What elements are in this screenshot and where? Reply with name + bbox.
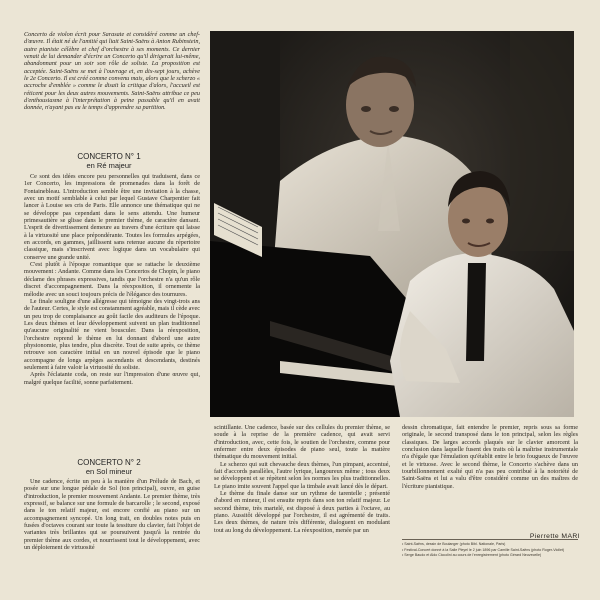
- concerto-1-title: CONCERTO N° 1: [77, 152, 141, 161]
- recording-session-photo: [210, 31, 574, 417]
- right-column-text: dessin chromatique, fait entendre le premier, repris sous sa forme originale, le second transposé dans le ton principal, selon les règles classiques. De larges accords plaqués sur le clavier amorcent la conclusion dans laquelle fusent des traits où la maîtrise instrumentale n'a d'égale que l'émulation qu'établit entre le brio fougueux de l'œuvre et le virtuose. Avec le second thème, le Concerto s'achève dans un tourbillonnement exalté qui n'a pas peu contribué à la notoriété de Saint-Saëns et lui a valu d'être considéré comme un des maîtres de l'écriture pianistique.: [402, 424, 578, 490]
- author-signature: Pierrette MARI: [529, 533, 580, 540]
- concerto-1-paragraph: C'est plutôt à l'époque romantique que se rattache le deuxième mouvement : Andante. Comme dans les Concertos de Chopin, le piano déclame des phrases expressives, tandis que l'orchestre n'a qu'un rôle discret d'accompagnement. Dans la réexposition, il ornemente la mélodie avec un souci toujours précis de l'élégance des tournures.: [24, 261, 200, 298]
- photo-credit: • Festival-Concert donné à la Salle Pleyel le 2 juin 1896 par Camille Saint-Saëns (photo Roger-Viollet): [402, 547, 565, 552]
- middle-paragraph: Le scherzo qui suit chevauche deux thèmes, l'un pimpant, accentué, fait d'accords parallèles, l'autre lyrique, langoureux même ; tous deux se développent et se répètent selon les normes les plus traditionnelles. Le piano imite souvent l'appel que la timbale avait lancé dès le départ.: [214, 460, 390, 490]
- photo-illustration: [210, 31, 574, 417]
- middle-paragraph: scintillante. Une cadence, basée sur des cellules du premier thème, se soude à la reprise de la première cadence, qui avait servi d'introduction, avec, cette fois, le soutien de l'orchestre, comme pour enfermer entre deux épisodes de piano seul, toute la matière thématique du mouvement initial.: [214, 424, 390, 461]
- concerto-2-body: [24, 478, 200, 551]
- concerto-2-key: en Sol mineur: [85, 467, 133, 476]
- middle-column-text: [214, 424, 390, 534]
- concerto-2-paragraph: Une cadence, écrite un peu à la manière d'un Prélude de Bach, et posée sur une longue pédale de Sol (ton principal), ouvre, en guise d'introduction, le premier mouvement Andante. Le premier thème, très expressif, se balance sur une formule de barcarolle ; le second, exposé dans le ton relatif majeur, est encore confié au piano sur un accompagnement syncopé. Un long trait, en doubles notes puis en fusées d'octaves courant sur toute la tessiture du clavier, fait l'objet de variantes très brillantes qui se poursuivent jusqu'à la rentrée du premier thème aux cordes, et nourrissent tout le développement, avec un déploiement de virtuosité: [24, 478, 200, 552]
- middle-paragraph: Le thème du finale danse sur un rythme de tarentelle ; présenté d'abord en mineur, il est ensuite repris dans son ton relatif majeur. Le second thème, très martelé, est disposé à deux parties à l'octave, au piano. Aussitôt développé par l'orchestre, il est agrémenté de traits. Les deux thèmes, de nature très différente, dialoguent en modulant tout au long du développement. La réexposition, menée par un: [214, 490, 390, 534]
- credits-divider: [402, 539, 578, 540]
- concerto-2-title: CONCERTO N° 2: [77, 458, 141, 467]
- concerto-1-body: [24, 173, 200, 386]
- photo-credits: [402, 542, 578, 559]
- photo-credit: • Serge Baudo et Aldo Ciccolini au cours de l'enregistrement (photo Gérard Neuvecelle): [402, 553, 542, 558]
- photo-credit: • Saint-Saëns, dessin de Boulanger (photo Bibl. Nationale, Paris): [402, 542, 506, 546]
- concerto-2-heading: [14, 458, 204, 476]
- concerto-1-heading: [14, 152, 204, 170]
- concerto-1-paragraph: Ce sont des idées encore peu personnelles qui traduisent, dans ce 1er Concerto, les impressions de promenades dans la forêt de Fontainebleau. L'introduction semble être une invitation à la chasse, avec un motif semblable à celui par lequel Gustave Charpentier fait lancer à Louise ses cris de Paris. Elle annonce une thématique qui ne se développe pas cependant dans le sens attendu. Une humeur primesautière se glisse dans le premier thème, de caractère dansant. L'esprit de divertissement demeure au travers d'une écriture qui laisse à la virtuosité une place prépondérante. Toutes les formules arpégées, en accords, en gammes, jaillissent sans retenue aucune du répertoire classique, mais s'inscrivent avec logique dans un vocabulaire qui conserve une grande unité.: [24, 173, 200, 261]
- concerto-1-paragraph: Après l'éclatante coda, on reste sur l'impression d'une œuvre qui, malgré quelque facilité, sonne parfaitement.: [24, 371, 200, 386]
- intro-paragraph: Concerto de violon écrit pour Sarasate et considéré comme un chef-d'œuvre. Il était né de l'amitié qui liait Saint-Saëns à Anton Rubinstein, autre pianiste célèbre et chef d'orchestre à ses moments. Ce dernier venait de lui demander d'écrire un Concerto qu'il dirigerait lui-même, abandonnant pour un soir son rôle de soliste. La proposition est acceptée. Saint-Saëns se met à l'ouvrage et, en dix-sept jours, achève le 2e Concerto. Il est créé comme convenu mais, alors que le scherzo « accroche d'emblée » comme le disait la critique d'alors, l'accueil est réticent pour les deux autres mouvements. Saint-Saëns attribue ce peu d'enthousiasme à l'interprétation à peine passable qu'il en avait donnée, n'ayant pas eu le temps d'apprendre sa partition.: [24, 31, 200, 112]
- concerto-1-paragraph: Le finale souligne d'une allégresse qui témoigne des vingt-trois ans de l'auteur. Certes, le style est constamment agréable, mais il cède avec un peu trop de complaisance au goût facile des auditeurs de l'époque. Les deux thèmes et leur développement suivent un plan traditionnel qu'aucune originalité ne vient bousculer. Dans la réexposition, l'orchestre reprend le thème en lui donnant d'abord une autre physionomie, plus tendre, plus discrète. Tout de suite après, ce thème retrouve son caractère initial en un nouvel épisode que le piano accompagne de longs arpèges ascendants et descendants, destinés seulement à faire valoir la virtuosité du soliste.: [24, 297, 201, 371]
- concerto-1-key: en Ré majeur: [86, 161, 132, 170]
